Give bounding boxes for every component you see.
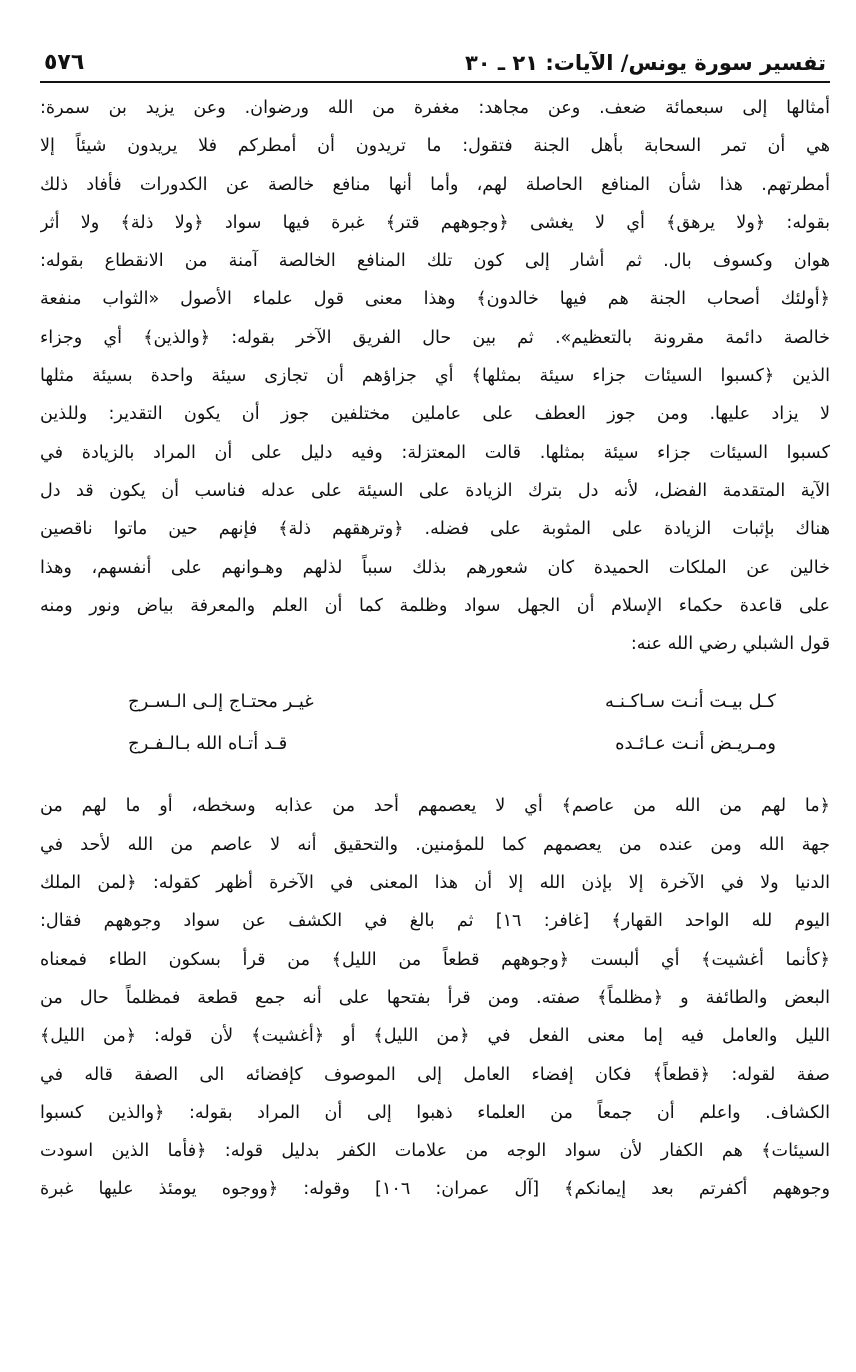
text-line: الآية المتقدمة الفضل، لأنه دل بترك الزيادة على السيئة على عدله فناسب أن يكون قد دل <box>40 480 830 501</box>
verse-row <box>40 681 830 723</box>
text-line: وجوههم أكفرتم بعد إيمانكم﴾ [آل عمران: ١٠٦] وقوله: ﴿ووجوه يومئذ عليها غبرة <box>40 1179 830 1200</box>
text-line: الليل والعامل فيه إما معنى الفعل في ﴿من الليل﴾ أو ﴿أغشيت﴾ لأن قوله: ﴿من الليل﴾ <box>40 1026 830 1047</box>
text-line: البعض والطائفة و ﴿مظلماً﴾ صفته. ومن قرأ بفتحها على أنه جمع قطعة فمظلماً حال من <box>40 987 830 1008</box>
verse-second-hemistich: قـد أتـاه الله بـالـفـرج <box>128 733 288 755</box>
text-line: على قاعدة حكماء الإسلام أن الجهل سواد وظلمة كما أن العلم والمعرفة بياض ونور ومنه <box>40 595 830 616</box>
text-line: صفة لقوله: ﴿قطعاً﴾ فكان إفضاء العامل إلى الموصوف كإفضائه الى الصفة قاله في <box>40 1064 830 1085</box>
paragraph-2 <box>40 787 830 1208</box>
book-page <box>40 50 830 1209</box>
text-line: ﴿أولئك أصحاب الجنة هم فيها خالدون﴾ وهذا معنى قول علماء الأصول «الثواب منفعة <box>40 289 830 310</box>
verse-first-hemistich: كـل بيـت أنـت سـاكـنـه <box>604 691 776 713</box>
verse-second-hemistich: غيـر محتـاج إلـى الـسـرج <box>128 691 314 713</box>
text-line: ﴿ما لهم من الله من عاصم﴾ أي لا يعصمهم أحد من عذابه وسخطه، أو ما لهم من <box>40 796 830 817</box>
text-line: خالين عن الملكات الحميدة كان شعورهم بذلك سبباً لذلهم وهـوانهم على أنفسهم، وهذا <box>40 557 830 578</box>
text-line: جهة الله ومن عنده من يعصمهم كما للمؤمنين. والتحقيق أنه لا عاصم من الله لأحد في <box>40 834 830 855</box>
text-line: أمطرتهم. هذا شأن المنافع الحاصلة لهم، وأما أنها منافع خالصة عن الكدورات فأفاد ذلك <box>40 174 830 195</box>
text-line: هي أن تمر السحابة بأهل الجنة فتقول: ما تريدون أن أمطركم فلا يريدون شيئاً إلا <box>40 136 830 157</box>
text-line: كسبوا السيئات جزاء سيئة بمثلها. قالت المعتزلة: وفيه دليل على أن المراد بالزيادة في <box>40 442 830 463</box>
text-line: هناك بإثبات الزيادة على المثوبة على فضله. ﴿وترهقهم ذلة﴾ فإنهم حين ماتوا ناقصين <box>40 519 830 540</box>
running-title: تفسير سورة يونس/ الآيات: ٢١ ـ ٣٠ <box>464 51 826 75</box>
page-number: ٥٧٦ <box>44 50 85 75</box>
text-line: خالصة دائمة مقرونة بالتعظيم». ثم بين حال الفريق الآخر بقوله: ﴿والذين﴾ أي وجزاء <box>40 327 830 348</box>
text-line: هوان وكسوف بال. ثم أشار إلى كون تلك المنافع الخالصة آمنة من الانقطاع بقوله: <box>40 251 830 272</box>
text-line: الذين ﴿كسبوا السيئات جزاء سيئة بمثلها﴾ أي جزاؤهم أن تجازى سيئة واحدة بسيئة مثلها <box>40 366 830 387</box>
text-line: السيئات﴾ هم الكفار لأن سواد الوجه من علامات الكفر بدليل قوله: ﴿فأما الذين اسودت <box>40 1141 830 1162</box>
text-line: ﴿كأنما أغشيت﴾ أي ألبست ﴿وجوههم قطعاً من الليل﴾ من قرأ بسكون الطاء فمعناه <box>40 949 830 970</box>
text-line: الدنيا ولا في الآخرة إلا بإذن الله إلا أن هذا المعنى في الآخرة أظهر كقوله: ﴿لمن الملك <box>40 873 830 894</box>
text-line: الكشاف. واعلم أن جمعاً من العلماء ذهبوا إلى أن المراد بقوله: ﴿والذين كسبوا <box>40 1102 830 1123</box>
text-line: أمثالها إلى سبعمائة ضعف. وعن مجاهد: مغفرة من الله ورضوان. وعن يزيد بن سمرة: <box>40 98 830 118</box>
poem-verses <box>40 681 830 765</box>
text-line: بقوله: ﴿ولا يرهق﴾ أي لا يغشى ﴿وجوههم قتر﴾ غبرة فيها سواد ﴿ولا ذلة﴾ ولا أثر <box>40 212 830 233</box>
text-line: لا يزاد عليها. ومن جوز العطف على عاملين مختلفين جوز أن يكون التقدير: وللذين <box>40 404 830 425</box>
verse-first-hemistich: ومـريـض أنـت عـائـده <box>615 733 776 755</box>
text-line: قول الشبلي رضي الله عنه: <box>630 634 830 655</box>
page-header <box>40 50 830 83</box>
verse-row <box>40 723 830 765</box>
text-line: اليوم لله الواحد القهار﴾ [غافر: ١٦] ثم بالغ في الكشف عن سواد وجوههم فقال: <box>40 911 830 932</box>
paragraph-1 <box>40 89 830 663</box>
